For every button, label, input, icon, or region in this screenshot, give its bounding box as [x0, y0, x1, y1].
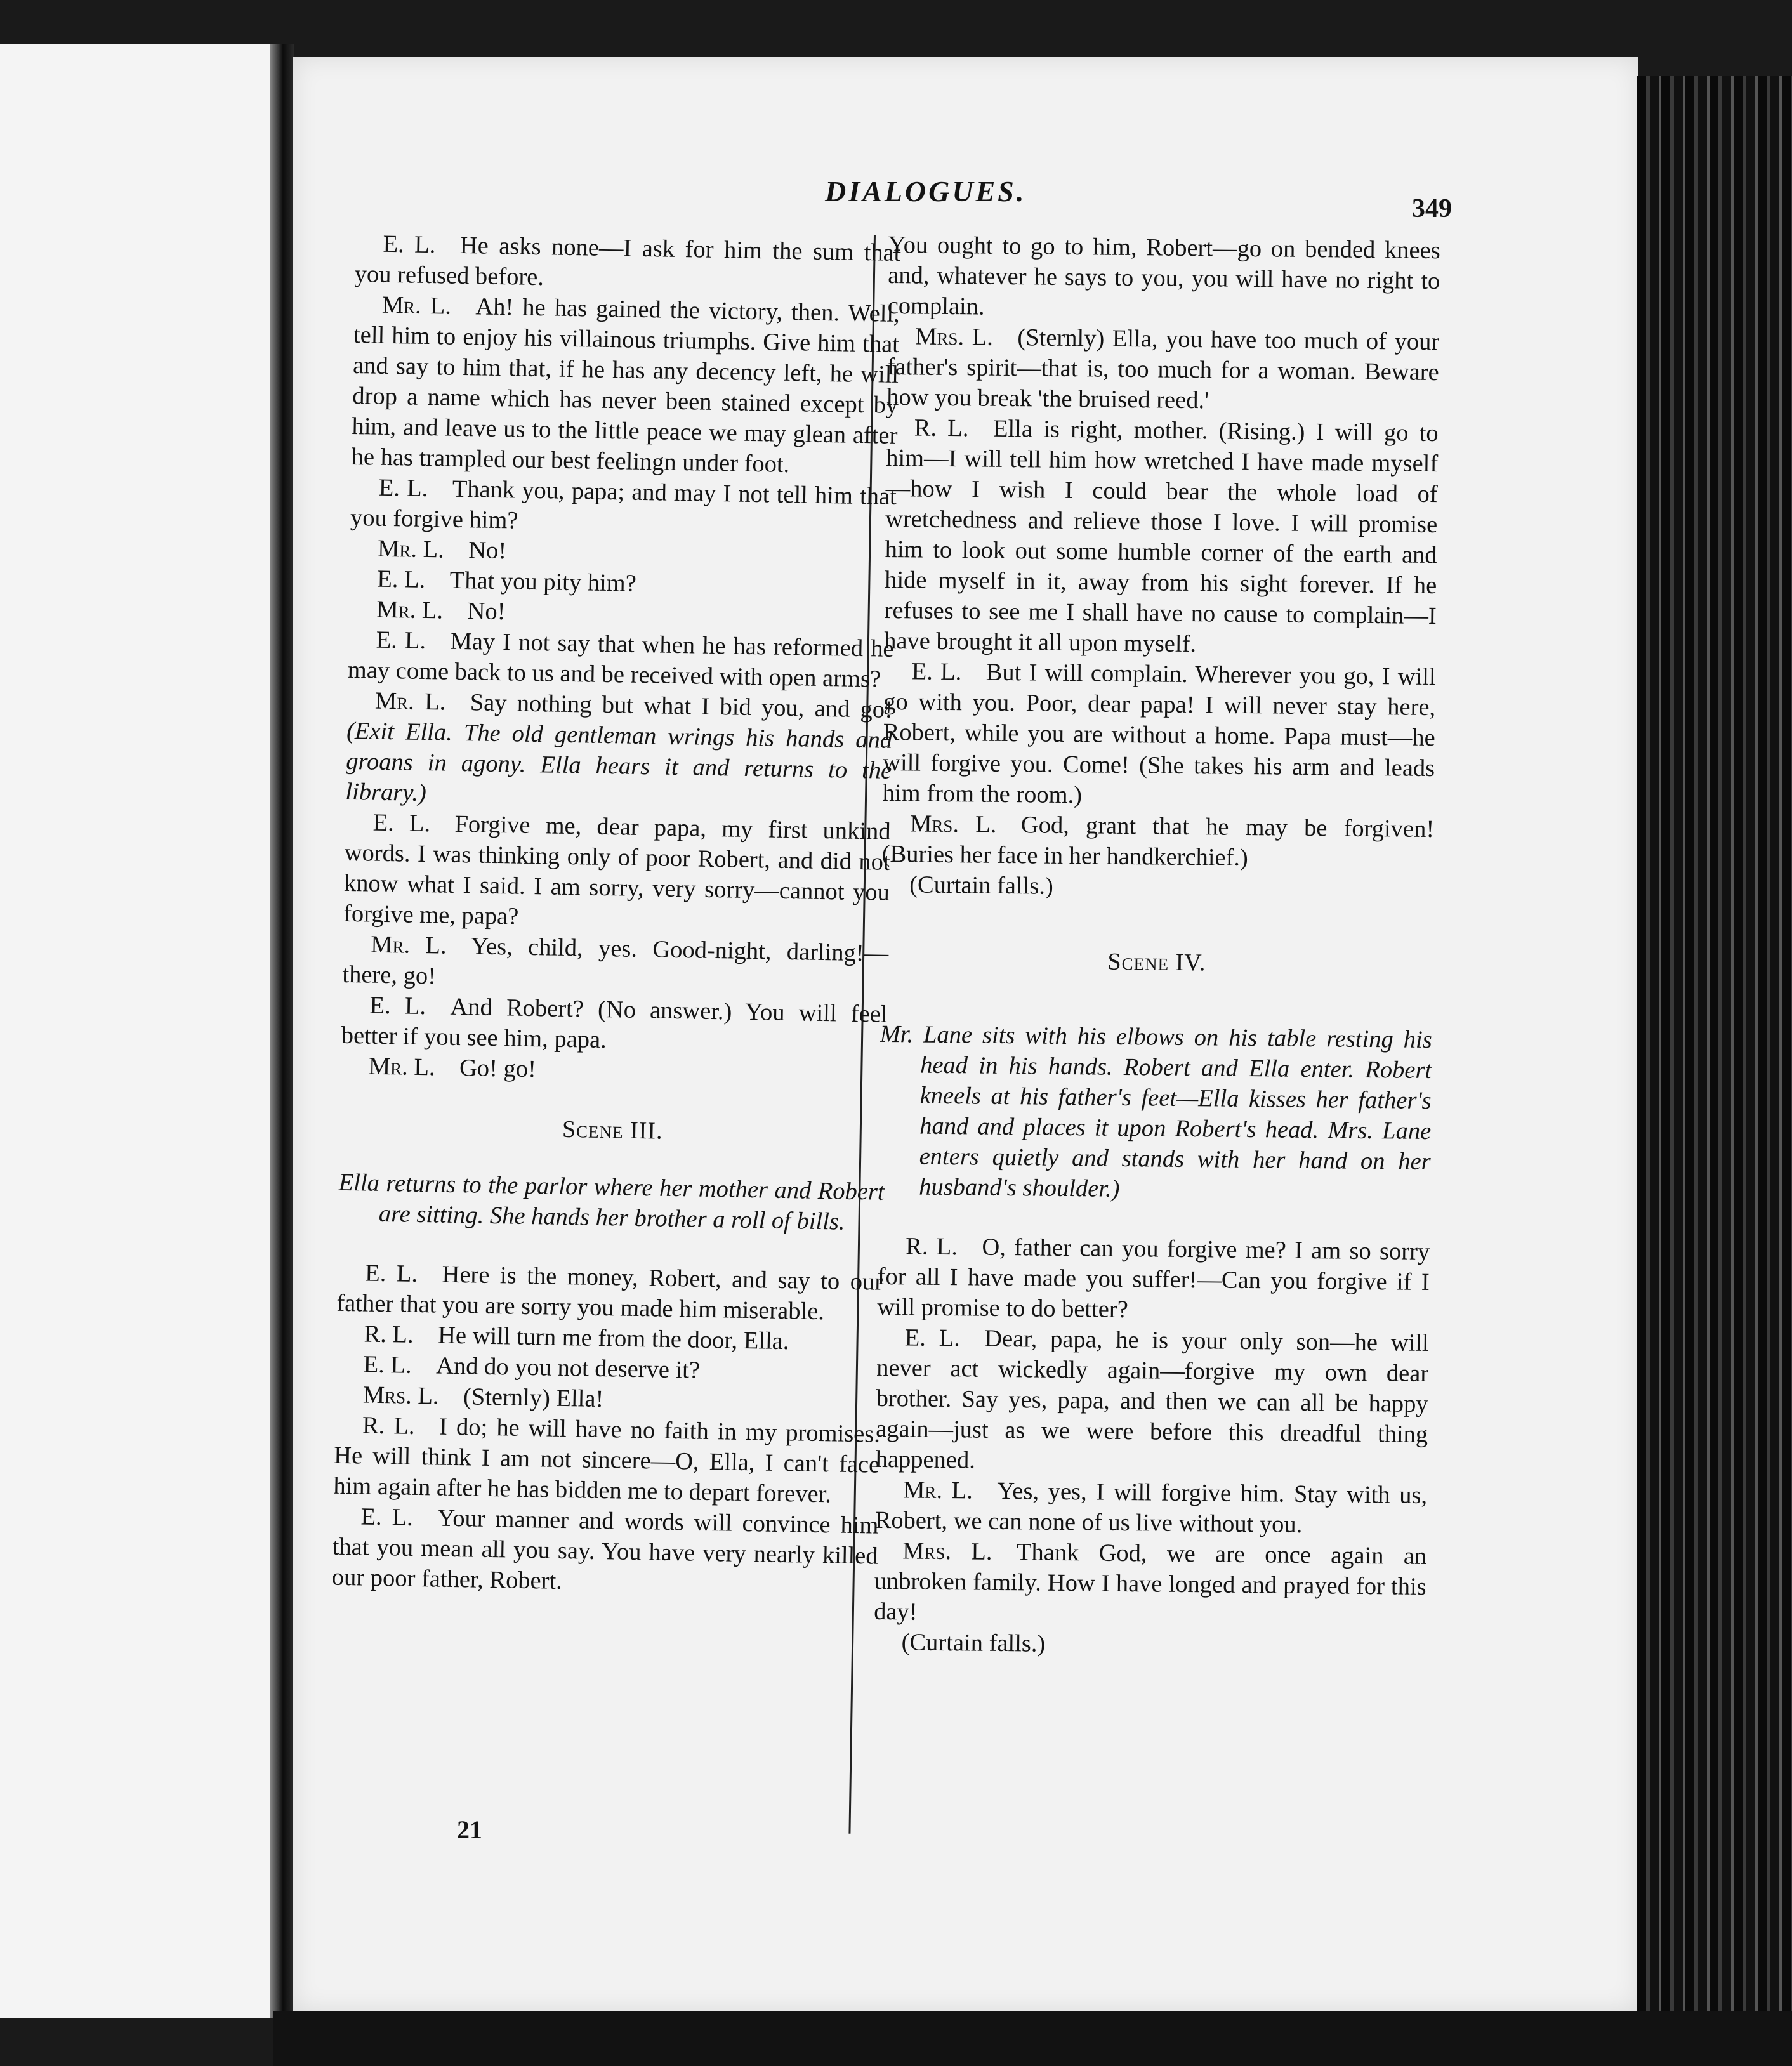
speech-text: I do; he will have no faith in my promises. He will think I am not sincere—O, Ella, I can't face him again after he has bidden me to depart forever. — [333, 1413, 881, 1508]
speech-text: God, grant that he may be forgiven! (Buries her face in her handkerchief.) — [881, 812, 1435, 871]
speech-text: (Sternly) Ella! — [463, 1383, 604, 1413]
speaker-name: E. L. — [376, 626, 426, 655]
speech-text: (Curtain falls.) — [901, 1629, 1046, 1657]
speaker-name: R. L. — [906, 1233, 958, 1261]
dialogue-line — [881, 869, 1433, 905]
speech-text: But I will complain. Wherever you go, I will go with you. Poor, dear papa! I will never stay here, Robert, while you are without a home. Papa must—he will forgive you. Come! (She takes his arm and leads him from the room.) — [882, 659, 1436, 809]
dialogue-line — [331, 1501, 878, 1602]
speech-text: Yes, yes, I will forgive him. Stay with us, Robert, we can none of us live without you. — [874, 1477, 1428, 1538]
speech-text: May I not say that when he has reformed he may come back to us and be received with open arms? — [347, 628, 894, 693]
page-edges — [1637, 76, 1792, 2066]
dialogue-line — [874, 1475, 1427, 1541]
speaker-name: R. L. — [362, 1412, 416, 1440]
speech-text: That you pity him? — [449, 567, 637, 597]
speech-text: He asks none—I ask for him the sum that you refused before. — [354, 232, 901, 291]
speech-text: Yes, child, yes. Good-night, darling!—there, go! — [342, 933, 889, 990]
speech-text: And Robert? (No answer.) You will feel better if you see him, papa. — [341, 993, 888, 1054]
speaker-name: R. L. — [914, 414, 969, 442]
speaker-name: Mr. L. — [381, 291, 452, 320]
speech-text: Say nothing but what I bid you, and go! — [470, 689, 893, 723]
scene-description: Ella returns to the parlor where her mother and Robert are sitting. She hands her brother a roll of bills. — [338, 1169, 885, 1235]
dialogue-block — [341, 228, 901, 1091]
speech-text: Ah! he has gained the victory, then. Well, tell him to enjoy his villainous triumphs. Give him that and say to him that, if he has any decency left, he will drop a name which has never been stained except by him, and leave us to the little peace we may glean after he has trampled our best feelingn under foot. — [351, 293, 900, 478]
dialogue-line — [347, 624, 894, 695]
speech-text: No! — [468, 537, 507, 565]
speech-text: He will turn me from the door, Ella. — [437, 1322, 789, 1355]
speaker-name: E. L. — [364, 1260, 418, 1287]
speech-text: Thank God, we are once again an unbroken family. How I have longed and prayed for this day! — [873, 1539, 1427, 1626]
signature-mark: 21 — [457, 1815, 482, 1844]
speaker-name: Mr. L. — [376, 596, 444, 624]
page-number: 349 — [1412, 194, 1452, 223]
speech-text: Here is the money, Robert, and say to our father that you are sorry you made him miserable. — [336, 1261, 883, 1326]
speech-text: Your manner and words will convince him that you mean all you say. You have very nearly killed our poor father, Robert. — [331, 1504, 879, 1595]
dialogue-line — [886, 321, 1439, 418]
speech-text: No! — [467, 598, 506, 626]
speaker-name: Mrs. L. — [362, 1381, 439, 1410]
speech-text: (Curtain falls.) — [909, 871, 1054, 900]
book-gutter — [270, 44, 294, 2018]
speaker-name: E. L. — [911, 658, 962, 686]
scene-heading: Scene IV. — [1107, 948, 1206, 977]
speech-text: Thank you, papa; and may I not tell him that you forgive him? — [350, 475, 897, 534]
speaker-name: E. L. — [904, 1324, 961, 1352]
dialogue-line — [342, 929, 889, 999]
speaker-name: E. L. — [363, 1351, 412, 1379]
speech-text: Ella is right, mother. (Rising.) I will go to him—I will tell him how wretched I have made myself—how I wish I could bear the whole load of wretchedness and relieve those I love. I will promise him to look out some humble corner of the earth and hide myself in it, away from his sight forever. If he refuses to see me I shall have no cause to complain—I have brought it all upon myself. — [883, 415, 1439, 658]
speaker-name: Mr. L. — [370, 931, 447, 959]
speech-text: You ought to go to him, Robert—go on bended knees and, whatever he says to you, you will have no right to complain. — [887, 231, 1440, 320]
speaker-name: Mr. L. — [374, 687, 446, 716]
speaker-name: R. L. — [364, 1320, 414, 1348]
dialogue-line — [351, 289, 900, 482]
left-page — [0, 44, 273, 2018]
speaker-name: E. L. — [369, 992, 426, 1020]
dialogue-line — [345, 685, 893, 817]
scene-description: Mr. Lane sits with his elbows on his table resting his head in his hands. Robert and Ella enter. Robert kneels at his father's feet—Ella kisses her father's hand and places it upon Robert's head. Mrs. Lane enters quietly and stands with her hand on her husband's shoulder.) — [880, 1020, 1432, 1202]
speaker-name: E. L. — [378, 474, 428, 503]
dialogue-line — [877, 1231, 1430, 1328]
dialogue-line — [882, 656, 1435, 814]
speaker-name: E. L. — [376, 565, 426, 594]
dialogue-block — [881, 230, 1440, 905]
dialogue-block — [331, 1258, 883, 1602]
speaker-name: Mr. L. — [377, 535, 445, 563]
dialogue-line — [873, 1627, 1425, 1663]
speaker-name: E. L. — [360, 1503, 414, 1531]
dialogue-line — [333, 1410, 880, 1511]
dialogue-block — [873, 1231, 1430, 1663]
speech-text: Forgive me, dear papa, my first unkind words. I was thinking only of poor Robert, and did not know what I said. I am sorry, very sorry—cannot you forgive me, papa? — [343, 810, 891, 930]
speech-text: O, father can you forgive me? I am so sorry for all I have made you suffer!—Can you forgive if I will promise to do better? — [876, 1234, 1430, 1324]
dialogue-line — [350, 472, 897, 543]
speaker-name: Mrs. L. — [909, 810, 997, 838]
dialogue-line — [354, 228, 901, 299]
dialogue-line — [336, 1258, 883, 1328]
speaker-name: Mr. L. — [902, 1477, 973, 1504]
speaker-name: Mrs. L. — [915, 323, 994, 351]
speaker-name: E. L. — [372, 809, 431, 838]
stage-direction: (Exit Ella. The old gentleman wrings his hands and groans in agony. Ella hears it and returns to the library.) — [345, 717, 893, 807]
dialogue-line — [874, 1536, 1426, 1633]
speech-text: Dear, papa, he is your only son—he will never act wickedly again—forgive my own dear brother. Say yes, papa, and then we can all be happy again—just as we were before this dreadful thing happened. — [875, 1325, 1429, 1474]
speaker-name: Mr. L. — [368, 1053, 435, 1081]
dialogue-line — [875, 1322, 1428, 1480]
speaker-name: E. L. — [383, 230, 436, 259]
running-head: DIALOGUES. — [825, 175, 1027, 207]
dialogue-line — [884, 412, 1439, 662]
dialogue-line — [343, 807, 891, 938]
speaker-name: Mrs. L. — [902, 1537, 992, 1565]
dialogue-line — [341, 990, 888, 1060]
bottom-shadow — [273, 2011, 1792, 2066]
left-column — [331, 228, 900, 1602]
speech-text: (Sternly) Ella, you have too much of your father's spirit—that is, too much for a woman. Beware how you break 'the bruised reed.' — [886, 324, 1440, 414]
speech-text: And do you not deserve it? — [435, 1352, 701, 1384]
scene-heading: Scene III. — [562, 1115, 663, 1145]
dialogue-line — [887, 230, 1440, 327]
speech-text: Go! go! — [459, 1055, 537, 1083]
right-column — [873, 230, 1440, 1663]
dialogue-line — [881, 808, 1434, 875]
